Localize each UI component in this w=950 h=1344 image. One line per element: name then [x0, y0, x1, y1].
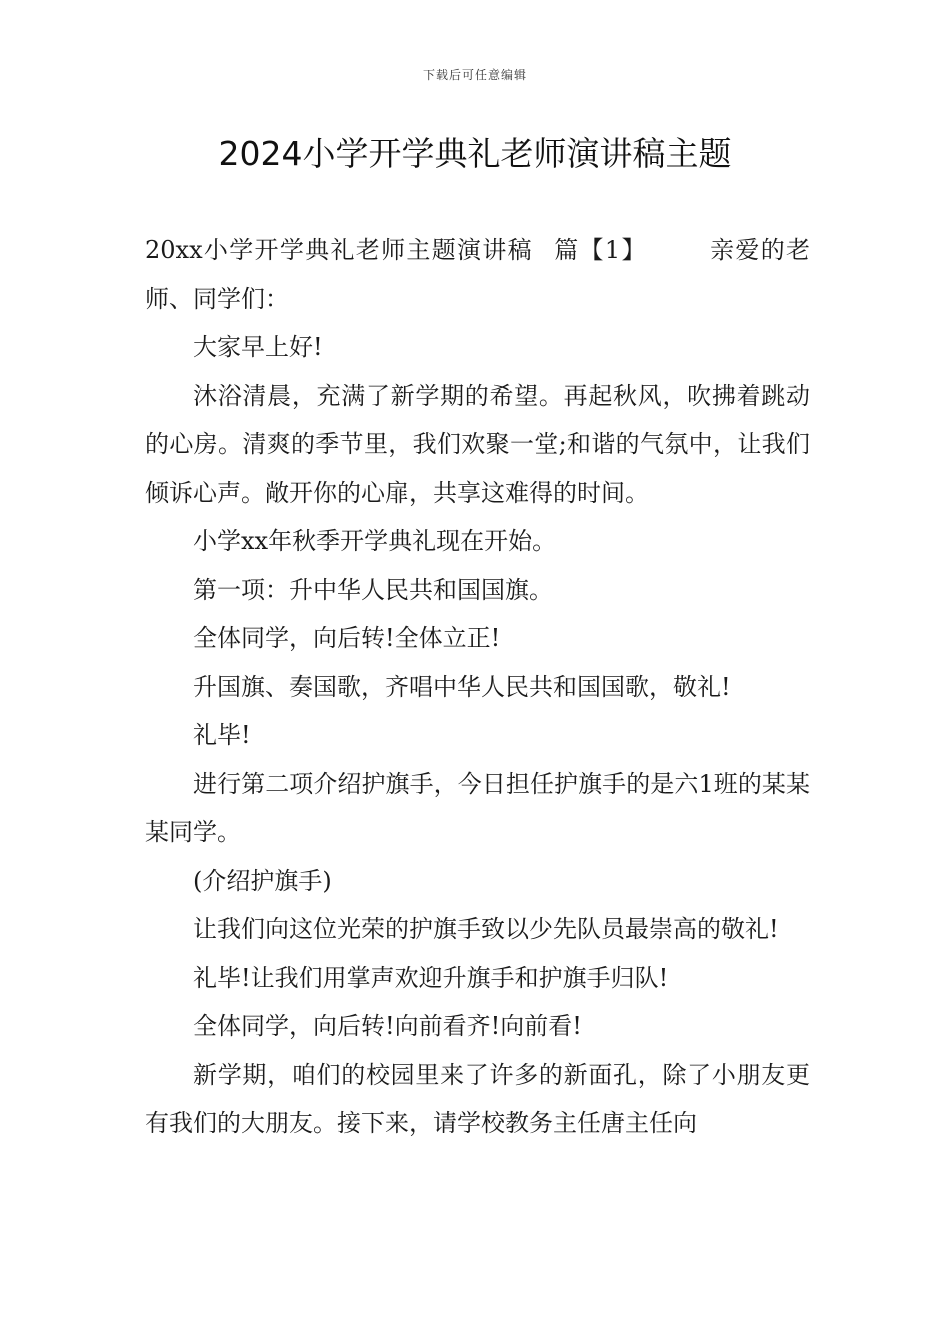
- paragraph: 礼毕!: [193, 721, 251, 749]
- document-title: 2024小学开学典礼老师演讲稿主题: [218, 134, 732, 173]
- intro-part: 篇【1】: [552, 236, 647, 264]
- paragraph: 进行第二项介绍护旗手，今日担任护旗手的是六1班的某某某同学。: [145, 769, 810, 846]
- paragraph: 全体同学，向后转!全体立正!: [193, 624, 501, 652]
- paragraph: 沐浴清晨，充满了新学期的希望。再起秋风，吹拂着跳动的心房。清爽的季节里，我们欢聚一堂;和谐的气氛中，让我们倾诉心声。敞开你的心扉，共享这难得的时间。: [145, 381, 810, 507]
- paragraph: 第一项：升中华人民共和国国旗。: [193, 575, 553, 604]
- intro-greeting: 亲爱的老师、同学们：: [145, 236, 811, 313]
- paragraph: 升国旗、奏国歌，齐唱中华人民共和国国歌，敬礼!: [193, 672, 731, 701]
- paragraph: 新学期，咱们的校园里来了许多的新面孔，除了小朋友更有我们的大朋友。接下来，请学校教务主任唐主任向: [145, 1060, 810, 1137]
- paragraph: 小学xx年秋季开学典礼现在开始。: [193, 527, 557, 555]
- intro-doc-name: 20xx小学开学典礼老师主题演讲稿: [145, 236, 533, 264]
- paragraph: 大家早上好!: [193, 333, 323, 361]
- paragraph: (介绍护旗手): [193, 866, 332, 895]
- document-body: [145, 226, 810, 1148]
- paragraph: 让我们向这位光荣的护旗手致以少先队员最崇高的敬礼!: [193, 915, 779, 943]
- intro-paragraph: [145, 226, 810, 323]
- paragraph: 全体同学，向后转!向前看齐!向前看!: [193, 1012, 582, 1040]
- header-note: 下载后可任意编辑: [422, 68, 527, 82]
- paragraph: 礼毕!让我们用掌声欢迎升旗手和护旗手归队!: [193, 963, 669, 992]
